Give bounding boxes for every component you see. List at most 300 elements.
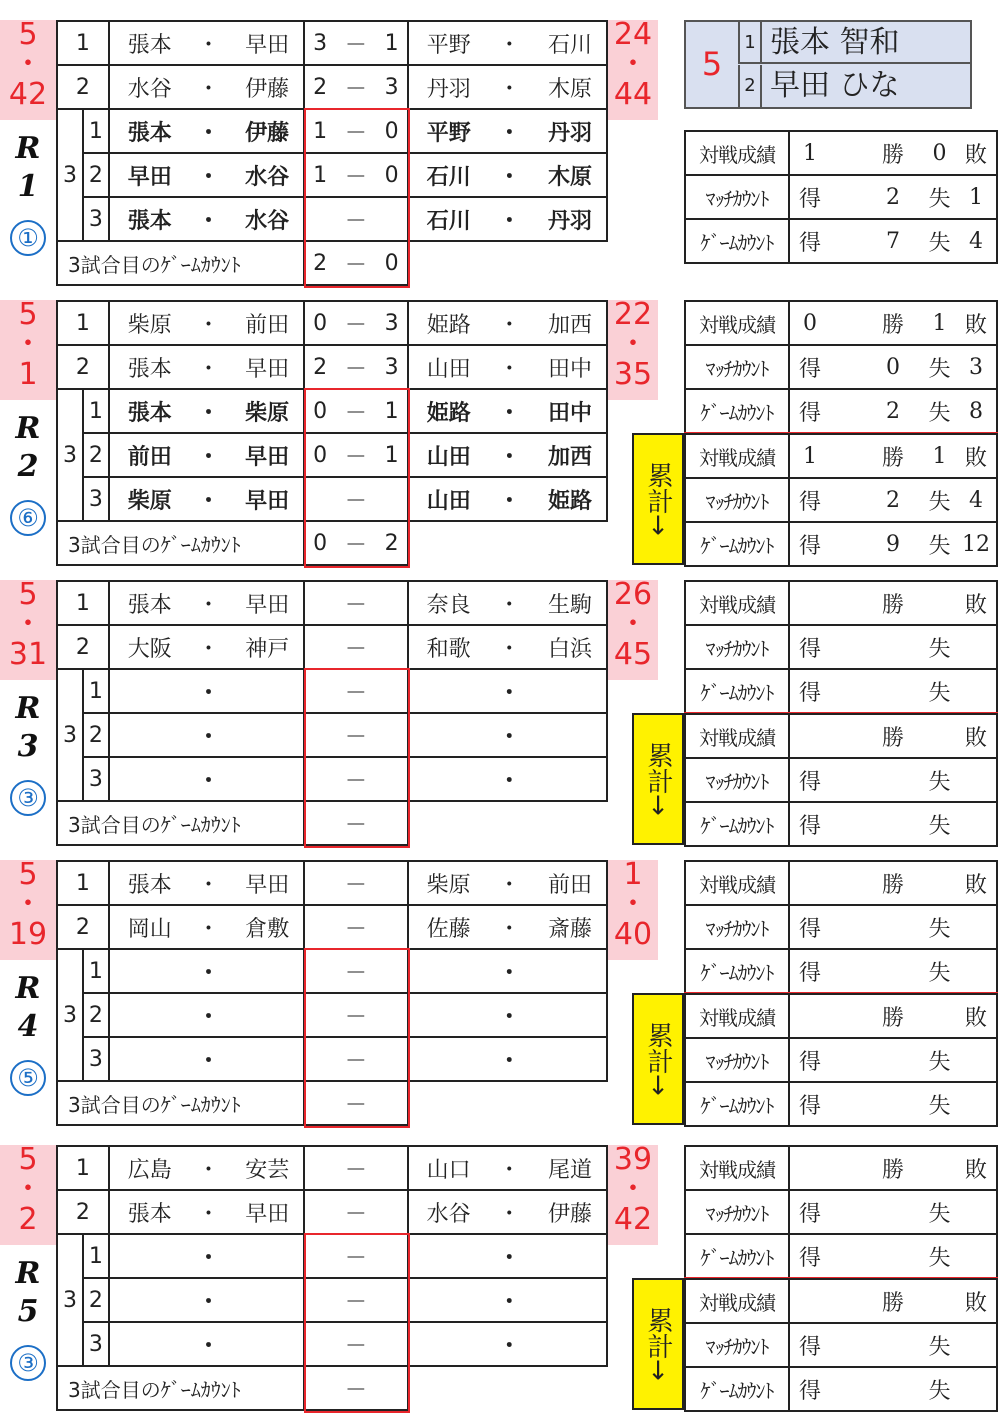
- result-gl: 12: [962, 531, 990, 557]
- result-grid: [790, 721, 996, 752]
- player-name: 早田: [245, 592, 290, 618]
- match-row: [57, 1146, 607, 1190]
- opponent-name: 山田: [426, 487, 471, 514]
- separator-dot: ・: [498, 1244, 521, 1271]
- separator-dot: ・: [197, 356, 220, 382]
- result-win: 勝: [881, 312, 904, 338]
- score-cell: [304, 905, 407, 949]
- result-grid: [790, 396, 996, 427]
- opponent-pair: [408, 713, 607, 757]
- result-values: [789, 434, 997, 478]
- separator-dot: ・: [498, 1047, 521, 1074]
- opponent-names: [409, 588, 606, 619]
- separator-dot: ・: [197, 76, 220, 102]
- result-values: [789, 994, 997, 1038]
- result-lose: 失: [928, 1334, 951, 1360]
- time-part: ・: [618, 607, 648, 642]
- result-values: [789, 478, 997, 522]
- result-lose: 失: [928, 680, 951, 706]
- result-values: [789, 1190, 997, 1234]
- group-no: 3: [57, 669, 83, 801]
- opponent-names: [409, 676, 606, 707]
- match-row: [57, 861, 607, 905]
- result-ml: 3: [969, 354, 983, 380]
- result-ml: 4: [969, 487, 983, 513]
- game3-label: 3試合目のｹﾞｰﾑｶｳﾝﾄ: [57, 521, 304, 565]
- player-name: 伊藤: [245, 119, 290, 146]
- match-no: 2: [57, 1190, 109, 1234]
- result-lose: 失: [928, 230, 951, 256]
- separator-dot: ・: [498, 1201, 521, 1227]
- opponent-names: [409, 440, 606, 471]
- opponent-name: 山田: [426, 356, 471, 382]
- result-values: [789, 758, 997, 802]
- player-pair: [109, 1234, 305, 1278]
- separator-dot: ・: [197, 767, 220, 794]
- result-gain: 得: [798, 769, 821, 795]
- sub-no: 1: [83, 669, 109, 713]
- opponent-name: 生駒: [547, 592, 592, 618]
- result-win: 勝: [881, 725, 904, 751]
- empty-cell: [408, 241, 607, 285]
- score: [305, 1197, 406, 1228]
- result-gain: 得: [798, 1049, 821, 1075]
- result-gain: 得: [798, 1334, 821, 1360]
- separator-dot: ・: [197, 1201, 220, 1227]
- opponent-name: 平野: [426, 32, 471, 58]
- pair-names: [110, 352, 303, 383]
- result-values: [789, 949, 997, 993]
- player-pair: [109, 1190, 305, 1234]
- opponent-name: 丹羽: [547, 207, 592, 234]
- round-number: 2: [17, 449, 39, 484]
- result-lose: 失: [928, 1378, 951, 1404]
- score-left: 1: [313, 118, 328, 144]
- opponent-name: 柴原: [426, 872, 471, 898]
- opponent-pair: [408, 669, 607, 713]
- result-grid: [790, 676, 996, 707]
- result-grid: [790, 912, 996, 943]
- result-values: [789, 581, 997, 625]
- separator-dot: ・: [197, 1047, 220, 1074]
- separator-dot: ・: [498, 636, 521, 662]
- pair-names: [110, 1197, 304, 1228]
- result-gl: 8: [969, 398, 983, 424]
- opponent-names: [409, 484, 606, 515]
- player-pair: [109, 949, 305, 993]
- score-dash: －: [344, 812, 367, 838]
- score-dash: －: [344, 400, 367, 426]
- result-lose: 失: [928, 489, 951, 515]
- pair-names: [110, 764, 304, 795]
- player-name: 前田: [245, 312, 290, 338]
- player-pair: [109, 301, 304, 345]
- score: [305, 868, 406, 899]
- result-grid: [790, 1197, 996, 1228]
- separator-dot: ・: [197, 636, 220, 662]
- group-no: 3: [57, 1234, 83, 1366]
- match-time: [608, 577, 658, 680]
- pair-names: [110, 1044, 304, 1075]
- cumulative-label: 累計→: [632, 433, 684, 565]
- separator-dot: ・: [197, 916, 220, 942]
- opponent-pair: [408, 197, 607, 241]
- score-left: 2: [313, 354, 328, 380]
- round-number: 4: [17, 1009, 39, 1044]
- score-dash: －: [344, 724, 367, 750]
- date-part: 19: [8, 917, 48, 952]
- result-label: ｹﾞｰﾑｶｳﾝﾄ: [685, 949, 789, 993]
- pair-names: [110, 204, 303, 235]
- sub-no: 3: [83, 477, 109, 521]
- result-lose: 失: [928, 1049, 951, 1075]
- sub-no: 3: [83, 757, 109, 801]
- result-values: [789, 905, 997, 949]
- score-dash: －: [344, 636, 367, 662]
- sub-no: 3: [83, 1037, 109, 1081]
- opponent-pair: [408, 477, 607, 521]
- player-pair: [109, 713, 305, 757]
- score-dash: －: [344, 32, 367, 58]
- time-part: 44: [613, 77, 653, 112]
- player-pair: [109, 345, 304, 389]
- result-loss: 敗: [964, 1005, 987, 1031]
- score-dash: －: [344, 356, 367, 382]
- result-loss: 敗: [964, 1290, 987, 1316]
- opponent-pair: [408, 65, 607, 109]
- result-label: ｹﾞｰﾑｶｳﾝﾄ: [685, 669, 789, 713]
- result-grid: [790, 182, 996, 213]
- score-dash: －: [344, 1157, 367, 1183]
- opponent-name: 姫路: [426, 399, 471, 426]
- time-part: ・: [618, 887, 648, 922]
- result-win: 勝: [881, 1290, 904, 1316]
- result-label: ｹﾞｰﾑｶｳﾝﾄ: [685, 1367, 789, 1411]
- result-table: [684, 580, 998, 714]
- result-loss: 敗: [964, 312, 987, 338]
- score-right: 0: [384, 162, 399, 188]
- result-mg: 2: [886, 487, 900, 513]
- time-part: ・: [618, 327, 648, 362]
- game3-label: 3試合目のｹﾞｰﾑｶｳﾝﾄ: [57, 1366, 304, 1410]
- sub-no: 3: [83, 197, 109, 241]
- result-lose: 失: [928, 186, 951, 212]
- result-values: [789, 1323, 997, 1367]
- result-grid: [790, 441, 996, 472]
- score-dash: －: [344, 532, 367, 558]
- opponent-name: 平野: [426, 119, 471, 146]
- score-left: 0: [313, 310, 328, 336]
- player-name: 早田: [245, 872, 290, 898]
- result-l-val: 1: [932, 443, 947, 469]
- separator-dot: ・: [197, 723, 220, 750]
- score-right: 1: [384, 398, 399, 424]
- round-label: [0, 690, 56, 770]
- pair-names: [110, 1329, 304, 1360]
- sub-no: 1: [83, 109, 109, 153]
- result-grid: [790, 1286, 996, 1317]
- player-name: 柴原: [127, 312, 172, 338]
- result-gg: 2: [886, 398, 900, 424]
- time-part: ・: [618, 47, 648, 82]
- result-label: 対戦成績: [685, 434, 789, 478]
- result-gain: 得: [798, 1201, 821, 1227]
- opponent-name: 奈良: [426, 592, 471, 618]
- player-pair: [109, 581, 305, 625]
- player-name: 張本: [127, 399, 172, 426]
- result-values: [789, 131, 997, 175]
- match-date: [0, 577, 56, 680]
- score-dash: －: [344, 488, 367, 514]
- separator-dot: ・: [498, 119, 521, 146]
- score-left: 0: [313, 530, 328, 556]
- match-no: 1: [57, 301, 109, 345]
- result-loss: 敗: [964, 142, 987, 168]
- score-right: 2: [384, 530, 399, 556]
- player-member-name: 早田 ひな: [770, 68, 900, 103]
- sub-no: 2: [83, 713, 109, 757]
- result-l-val: 0: [932, 140, 947, 166]
- player-pair: [109, 993, 305, 1037]
- result-label: ﾏｯﾁｶｳﾝﾄ: [685, 478, 789, 522]
- pair-names: [110, 1285, 304, 1316]
- result-values: [789, 1082, 997, 1126]
- opponent-name: 斎藤: [547, 916, 592, 942]
- score-right: 1: [384, 442, 399, 468]
- opponent-name: 田中: [547, 399, 592, 426]
- opponent-pair: [408, 1146, 607, 1190]
- score-dash: －: [344, 960, 367, 986]
- player-pair: [109, 669, 305, 713]
- date-part: ・: [13, 47, 43, 82]
- pair-names: [110, 440, 303, 471]
- opponent-pair: [408, 581, 607, 625]
- result-label: ｹﾞｰﾑｶｳﾝﾄ: [685, 219, 789, 263]
- sub-no: 2: [83, 993, 109, 1037]
- result-lose: 失: [928, 533, 951, 559]
- opponent-pair: [408, 109, 607, 153]
- score-right: 3: [384, 354, 399, 380]
- result-values: [789, 1367, 997, 1411]
- opponent-name: 姫路: [547, 487, 592, 514]
- result-ml: 1: [969, 184, 983, 210]
- date-part: 5: [18, 17, 38, 52]
- player-name: 岡山: [127, 916, 172, 942]
- game3-highlight: [304, 668, 410, 848]
- separator-dot: ・: [197, 163, 220, 190]
- pair-names: [110, 720, 304, 751]
- pair-names: [110, 1000, 304, 1031]
- result-table: [684, 1145, 998, 1279]
- opponent-pair: [408, 345, 607, 389]
- result-grid: [790, 1089, 996, 1120]
- opponent-names: [409, 204, 606, 235]
- result-win: 勝: [881, 1005, 904, 1031]
- score-dash: －: [344, 1377, 367, 1403]
- result-label: 対戦成績: [685, 1146, 789, 1190]
- result-values: [789, 669, 997, 713]
- score: [305, 72, 407, 103]
- separator-dot: ・: [498, 399, 521, 426]
- result-label: ﾏｯﾁｶｳﾝﾄ: [685, 905, 789, 949]
- result-win: 勝: [881, 142, 904, 168]
- sub-no: 2: [83, 1278, 109, 1322]
- match-time: [608, 17, 658, 120]
- date-part: ・: [13, 607, 43, 642]
- game3-label: 3試合目のｹﾞｰﾑｶｳﾝﾄ: [57, 801, 304, 845]
- player-name: 安芸: [245, 1157, 290, 1183]
- match-time: [608, 857, 658, 960]
- result-values: [789, 861, 997, 905]
- pair-names: [110, 28, 303, 59]
- opponent-names: [409, 956, 606, 987]
- score-dash: －: [344, 1048, 367, 1074]
- score: [305, 1153, 406, 1184]
- match-no: 2: [57, 625, 109, 669]
- result-loss: 敗: [964, 592, 987, 618]
- score-dash: －: [344, 164, 367, 190]
- player-pair: [109, 65, 304, 109]
- time-part: 42: [613, 1202, 653, 1237]
- score-left: 2: [313, 74, 328, 100]
- match-date: [0, 17, 56, 120]
- player-member-no: 1: [740, 22, 762, 64]
- score-dash: －: [344, 1333, 367, 1359]
- opponent-name: 木原: [547, 163, 592, 190]
- result-grid: [790, 1241, 996, 1272]
- opponent-names: [409, 1241, 606, 1272]
- result-label: ｹﾞｰﾑｶｳﾝﾄ: [685, 1234, 789, 1278]
- date-part: 5: [18, 1142, 38, 1177]
- match-no: 1: [57, 21, 109, 65]
- time-part: 45: [613, 637, 653, 672]
- opponent-name: 水谷: [426, 1201, 471, 1227]
- score-cell: [304, 1146, 407, 1190]
- opponent-names: [409, 116, 606, 147]
- player-name: 前田: [127, 443, 172, 470]
- time-part: 1: [623, 857, 643, 892]
- opponent-names: [409, 632, 606, 663]
- opponent-name: 石川: [426, 163, 471, 190]
- result-win: 勝: [881, 872, 904, 898]
- result-lose: 失: [928, 1201, 951, 1227]
- result-lose: 失: [928, 636, 951, 662]
- group-no: 3: [57, 109, 83, 241]
- result-gain: 得: [798, 916, 821, 942]
- result-gain: 得: [798, 680, 821, 706]
- player-name: 早田: [127, 163, 172, 190]
- date-part: 1: [18, 357, 38, 392]
- time-part: 22: [613, 297, 653, 332]
- separator-dot: ・: [197, 1332, 220, 1359]
- match-row: [57, 345, 607, 389]
- player-row: [738, 22, 970, 64]
- player-name: 張本: [127, 356, 172, 382]
- score-cell: [304, 301, 408, 345]
- opponent-names: [409, 764, 606, 795]
- opponent-name: 和歌: [426, 636, 471, 662]
- result-gain: 得: [798, 489, 821, 515]
- round-prefix: R: [15, 411, 41, 446]
- date-part: 31: [8, 637, 48, 672]
- separator-dot: ・: [197, 443, 220, 470]
- separator-dot: ・: [498, 487, 521, 514]
- opponent-name: 木原: [547, 76, 592, 102]
- cumulative-label: 累計→: [632, 713, 684, 845]
- opponent-pair: [408, 433, 607, 477]
- separator-dot: ・: [197, 959, 220, 986]
- result-label: ﾏｯﾁｶｳﾝﾄ: [685, 1038, 789, 1082]
- result-values: [789, 219, 997, 263]
- player-pair: [109, 1278, 305, 1322]
- pair-names: [110, 1241, 304, 1272]
- result-table: [684, 300, 998, 434]
- result-grid: [790, 632, 996, 663]
- score-dash: －: [344, 1201, 367, 1227]
- venue-circle: ③: [10, 1345, 46, 1381]
- match-date: [0, 857, 56, 960]
- time-part: ・: [618, 1172, 648, 1207]
- opponent-name: 丹羽: [547, 119, 592, 146]
- result-loss: 敗: [964, 725, 987, 751]
- opponent-name: 山田: [426, 443, 471, 470]
- result-l-val: 1: [932, 310, 947, 336]
- opponent-name: 加西: [547, 443, 592, 470]
- date-part: 5: [18, 857, 38, 892]
- group-no: 3: [57, 949, 83, 1081]
- score: [305, 912, 406, 943]
- result-values: [789, 1038, 997, 1082]
- result-grid: [790, 765, 996, 796]
- result-lose: 失: [928, 356, 951, 382]
- result-mg: 0: [886, 354, 900, 380]
- score-dash: －: [344, 592, 367, 618]
- result-grid: [790, 868, 996, 899]
- opponent-name: 石川: [426, 207, 471, 234]
- match-row: [57, 301, 607, 345]
- result-label: ﾏｯﾁｶｳﾝﾄ: [685, 1323, 789, 1367]
- opponent-name: 伊藤: [547, 1201, 592, 1227]
- player-name: 水谷: [245, 207, 290, 234]
- empty-cell: [408, 1081, 607, 1125]
- score-cell: [304, 625, 407, 669]
- player-row: [738, 65, 970, 107]
- result-loss: 敗: [964, 1157, 987, 1183]
- opponent-name: 石川: [547, 32, 592, 58]
- result-grid: [790, 1153, 996, 1184]
- separator-dot: ・: [498, 32, 521, 58]
- opponent-pair: [408, 993, 607, 1037]
- separator-dot: ・: [498, 443, 521, 470]
- opponent-name: 尾道: [547, 1157, 592, 1183]
- result-grid: [790, 485, 996, 516]
- game3-highlight: [304, 1233, 410, 1413]
- venue-circle: ①: [10, 220, 46, 256]
- match-no: 2: [57, 345, 109, 389]
- round-label: [0, 970, 56, 1050]
- pair-names: [110, 912, 304, 943]
- opponent-names: [409, 1044, 606, 1075]
- result-lose: 失: [928, 916, 951, 942]
- score-left: 0: [313, 442, 328, 468]
- match-no: 2: [57, 65, 109, 109]
- result-label: 対戦成績: [685, 714, 789, 758]
- score-dash: －: [344, 1245, 367, 1271]
- date-part: ・: [13, 1172, 43, 1207]
- opponent-names: [409, 1197, 606, 1228]
- opponent-names: [409, 868, 606, 899]
- result-lose: 失: [928, 400, 951, 426]
